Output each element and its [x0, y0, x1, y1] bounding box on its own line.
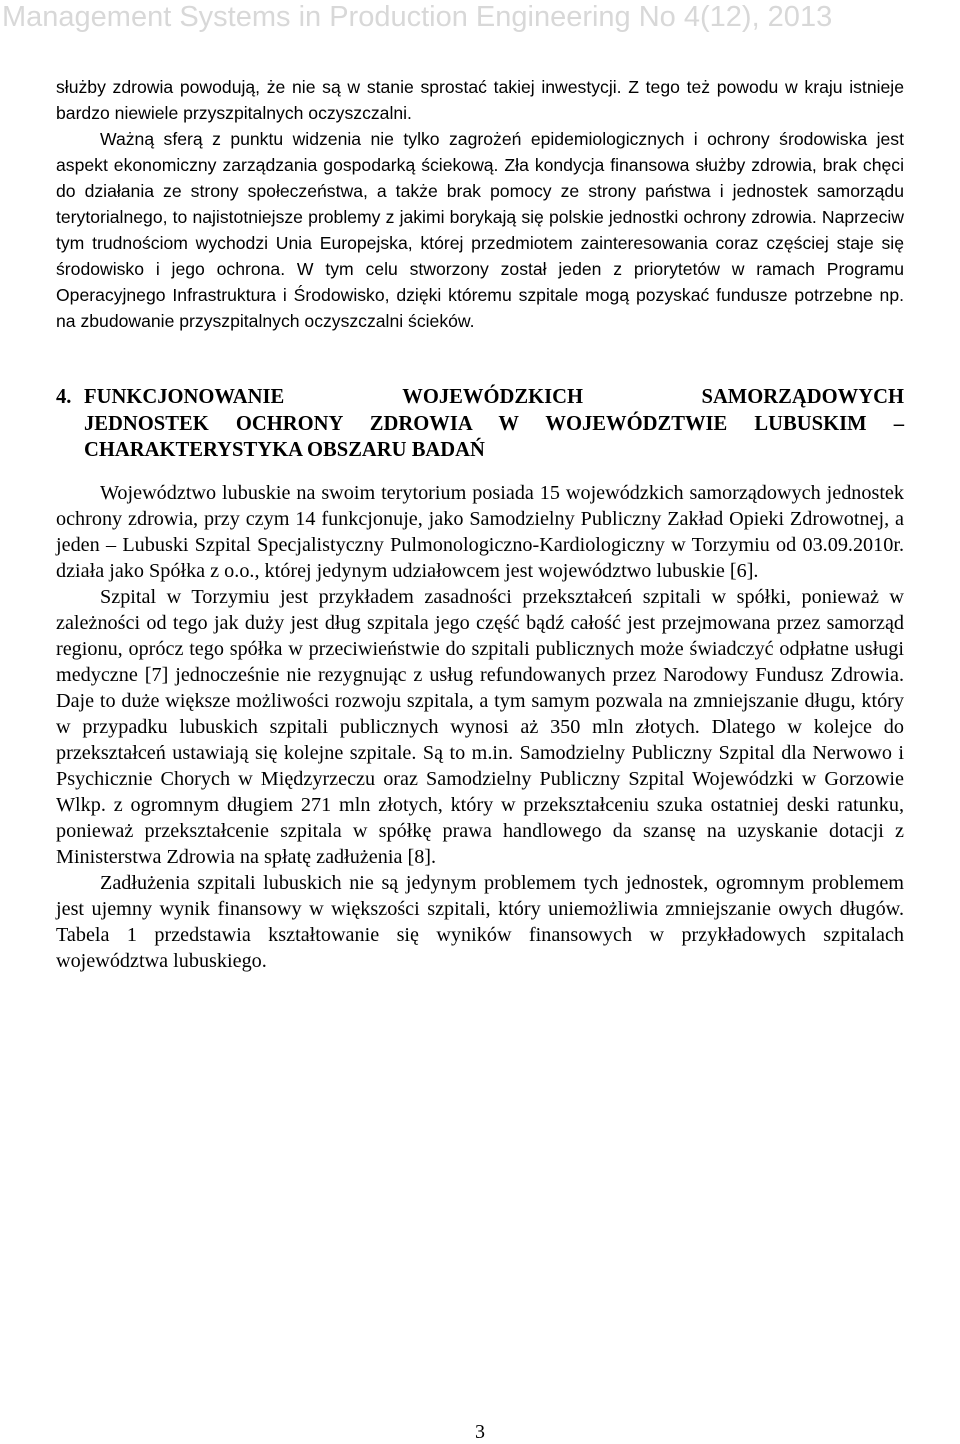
section-title-line-1: FUNKCJONOWANIE WOJEWÓDZKICH SAMORZĄDOWYCH	[84, 386, 904, 408]
intro-paragraph-1: służby zdrowia powodują, że nie są w stanie sprostać takiej inwestycji. Z tego też powodu w kraju istnieje bardzo niewiele przyszpitalnych oczyszczalni.	[56, 77, 904, 123]
section-title-line-2: JEDNOSTEK OCHRONY ZDROWIA W WOJEWÓDZTWIE LUBUSKIM –	[84, 412, 904, 435]
body-text	[56, 480, 904, 974]
section-number: 4.	[56, 386, 72, 408]
journal-header: Management Systems in Production Engineering No 4(12), 2013	[2, 1, 833, 33]
section-heading-line-1	[56, 384, 904, 411]
intro-text	[56, 74, 904, 334]
body-paragraph-1: Województwo lubuskie na swoim terytorium posiada 15 wojewódzkich samorządowych jednostek ochrony zdrowia, przy czym 14 funkcjonuje, jako Samodzielny Publiczny Zakład Opieki Zdrowotnej, a jeden – Lubuski Szpital Specjalistyczny Pulmonologiczno-Kardiologiczny w Torzymiu od 03.09.2010r. działa jako Spółka z o.o., której jedynym udziałowcem jest województwo lubuskie [6].	[56, 482, 904, 582]
body-paragraph-2: Szpital w Torzymiu jest przykładem zasadności przekształceń szpitali w spółki, ponieważ w zależności od tego jak duży jest dług szpitala jego część bądź całość jest przejmowana przez samorząd regionu, oprócz tego spółka w przeciwieństwie do szpitali publicznych może świadczyć odpłatne usługi medyczne [7] jednocześnie nie rezygnując z usług refundowanych przez Narodowy Fundusz Zdrowia. Daje to duże większe możliwości rozwoju szpitala, a tym samym pozwala na zmniejszanie długu, który w przypadku lubuskich szpitali publicznych wynosi aż 350 mln złotych. Dlatego w kolejce do przekształceń ustawiają się kolejne szpitale. Są to m.in. Samodzielny Publiczny Szpital dla Nerwowo i Psychicznie Chorych w Międzyrzeczu oraz Samodzielny Publiczny Szpital Wojewódzki w Gorzowie Wlkp. z ogromnym długiem 271 mln złotych, który w przekształceniu szuka ostatniej deski ratunku, ponieważ przekształcenie szpitala w spółkę prawa handlowego da szansę na uzyskanie dotacji z Ministerstwa Zdrowia na spłatę zadłużenia [8].	[56, 586, 904, 868]
page-number: 3	[475, 1421, 485, 1443]
section-title-line-3: CHARAKTERYSTYKA OBSZARU BADAŃ	[84, 439, 485, 461]
section-heading	[56, 384, 904, 464]
intro-paragraph-2: Ważną sferą z punktu widzenia nie tylko zagrożeń epidemiologicznych i ochrony środowiska jest aspekt ekonomiczny zarządzania gospodarką ściekową. Zła kondycja finansowa służby zdrowia, brak chęci do działania ze strony społeczeństwa, a także brak pomocy ze strony państwa i jednostek samorządu terytorialnego, to najistotniejsze problemy z jakimi borykają się polskie jednostki ochrony zdrowia. Naprzeciw tym trudnościom wychodzi Unia Europejska, której przedmiotem zainteresowania coraz częściej staje się środowisko i jego ochrona. W tym celu stworzony został jeden z priorytetów w ramach Programu Operacyjnego Infrastruktura i Środowisko, dzięki któremu szpitale mogą pozyskać fundusze potrzebne np. na zbudowanie przyszpitalnych oczyszczalni ścieków.	[56, 129, 904, 331]
body-paragraph-3: Zadłużenia szpitali lubuskich nie są jedynym problemem tych jednostek, ogromnym problemem jest ujemny wynik finansowy w większości szpitali, który uniemożliwia zmniejszanie owych długów. Tabela 1 przedstawia kształtowanie się wyników finansowych w przykładowych szpitalach województwa lubuskiego.	[56, 872, 904, 972]
